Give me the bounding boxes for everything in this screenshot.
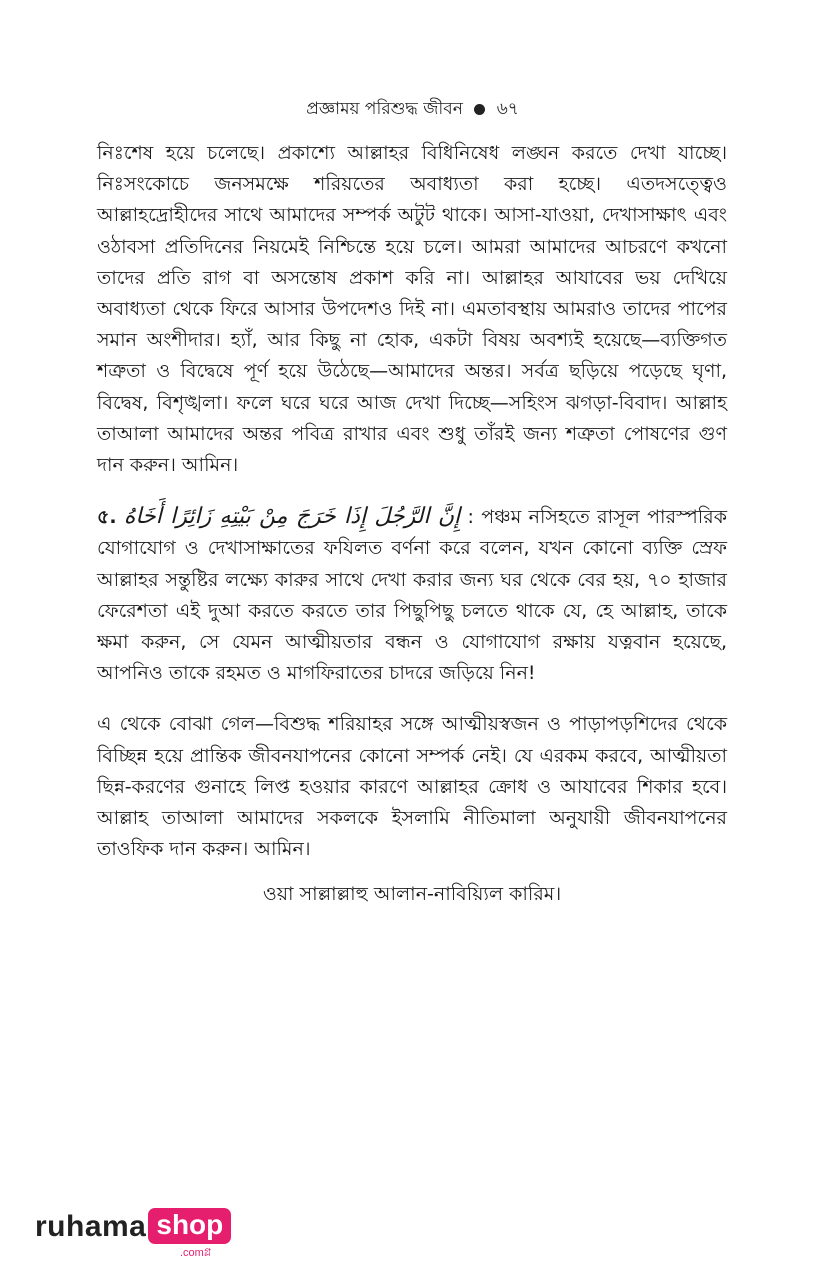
logo-domain-text: .comগ্ল — [180, 1247, 211, 1259]
running-header — [0, 96, 825, 124]
item-number: ৫. — [97, 506, 117, 529]
paragraph-2-text: : পঞ্চম নসিহতে রাসূল পারস্পরিক যোগাযোগ ও দেখাসাক্ষাতের ফযিলত বর্ণনা করে বলেন, যখন কোনো ব্যক্তি স্রেফ আল্লাহর সন্তুষ্টির লক্ষ্যে কারুর সাথে দেখা করার জন্য ঘর থেকে বের হয়, ৭০ হাজার ফেরেশতা এই দুআ করতে করতে তার পিছুপিছু চলতে থাকে যে, হে আল্লাহ, তাকে ক্ষমা করুন, সে যেমন আত্মীয়তার বন্ধন ও যোগাযোগ রক্ষায় যত্নবান হয়েছে, আপনিও তাকে রহমত ও মাগফিরাতের চাদরে জড়িয়ে নিন! — [97, 506, 727, 685]
ruhama-shop-logo — [35, 1208, 231, 1259]
paragraph-1: নিঃশেষ হয়ে চলেছে। প্রকাশ্যে আল্লাহর বিধিনিষেধ লঙ্ঘন করতে দেখা যাচ্ছে। নিঃসংকোচে জনসমক্ষে শরিয়তের অবাধ্যতা করা হচ্ছে। এতদসত্ত্বেও আল্লাহদ্রোহীদের সাথে আমাদের সম্পর্ক অটুট থাকে। আসা-যাওয়া, দেখাসাক্ষাৎ এবং ওঠাবসা প্রতিদিনের নিয়মেই নিশ্চিন্তে হয়ে চলে। আমরা আমাদের আচরণে কখনো তাদের প্রতি রাগ বা অসন্তোষ প্রকাশ করি না। আল্লাহর আযাবের ভয় দেখিয়ে অবাধ্যতা থেকে ফিরে আসার উপদেশও দিই না। এমতাবস্থায় আমরাও তাদের পাপের সমান অংশীদার। হ্যাঁ, আর কিছু না হোক, একটা বিষয় অবশ্যই হয়েছে—ব্যক্তিগত শত্রুতা ও বিদ্বেষে পূর্ণ হয়ে উঠেছে—আমাদের অন্তর। সর্বত্র ছড়িয়ে পড়েছে ঘৃণা, বিদ্বেষ, বিশৃঙ্খলা। ফলে ঘরে ঘরে আজ দেখা দিচ্ছে—সহিংস ঝগড়া-বিবাদ। আল্লাহ তাআলা আমাদের অন্তর পবিত্র রাখার এবং শুধু তাঁরই জন্য শত্রুতা পোষণের গুণ দান করুন। আমিন। — [97, 142, 727, 477]
closing-line: ওয়া সাল্লাল্লাহু আলান-নাবিয়্যিল কারিম। — [262, 883, 562, 906]
paragraph-2 — [97, 501, 727, 689]
arabic-quote: إِنَّ الرَّجُلَ إِذَا خَرَجَ مِنْ بَيْتِهِ زَائِرًا أَخَاهُ — [123, 504, 461, 530]
bullet-dot-icon — [474, 104, 485, 115]
page-body — [97, 138, 727, 910]
logo-shop-badge: shop — [148, 1208, 231, 1244]
paragraph-3: এ থেকে বোঝা গেল—বিশুদ্ধ শরিয়াহর সঙ্গে আত্মীয়স্বজন ও পাড়াপড়শিদের থেকে বিচ্ছিন্ন হয়ে প্রান্তিক জীবনযাপনের কোনো সম্পর্ক নেই। যে এরকম করবে, আত্মীয়তা ছিন্ন-করণের গুনাহে লিপ্ত হওয়ার কারণে আল্লাহর ক্রোধ ও আযাবের শিকার হবে। আল্লাহ তাআলা আমাদের সকলকে ইসলামি নীতিমালা অনুযায়ী জীবনযাপনের তাওফিক দান করুন। আমিন। — [97, 713, 727, 861]
logo-ruhama-text: ruhama — [35, 1210, 147, 1243]
book-title: প্রজ্ঞাময় পরিশুদ্ধ জীবন — [306, 99, 463, 119]
page-number: ৬৭ — [496, 99, 519, 119]
